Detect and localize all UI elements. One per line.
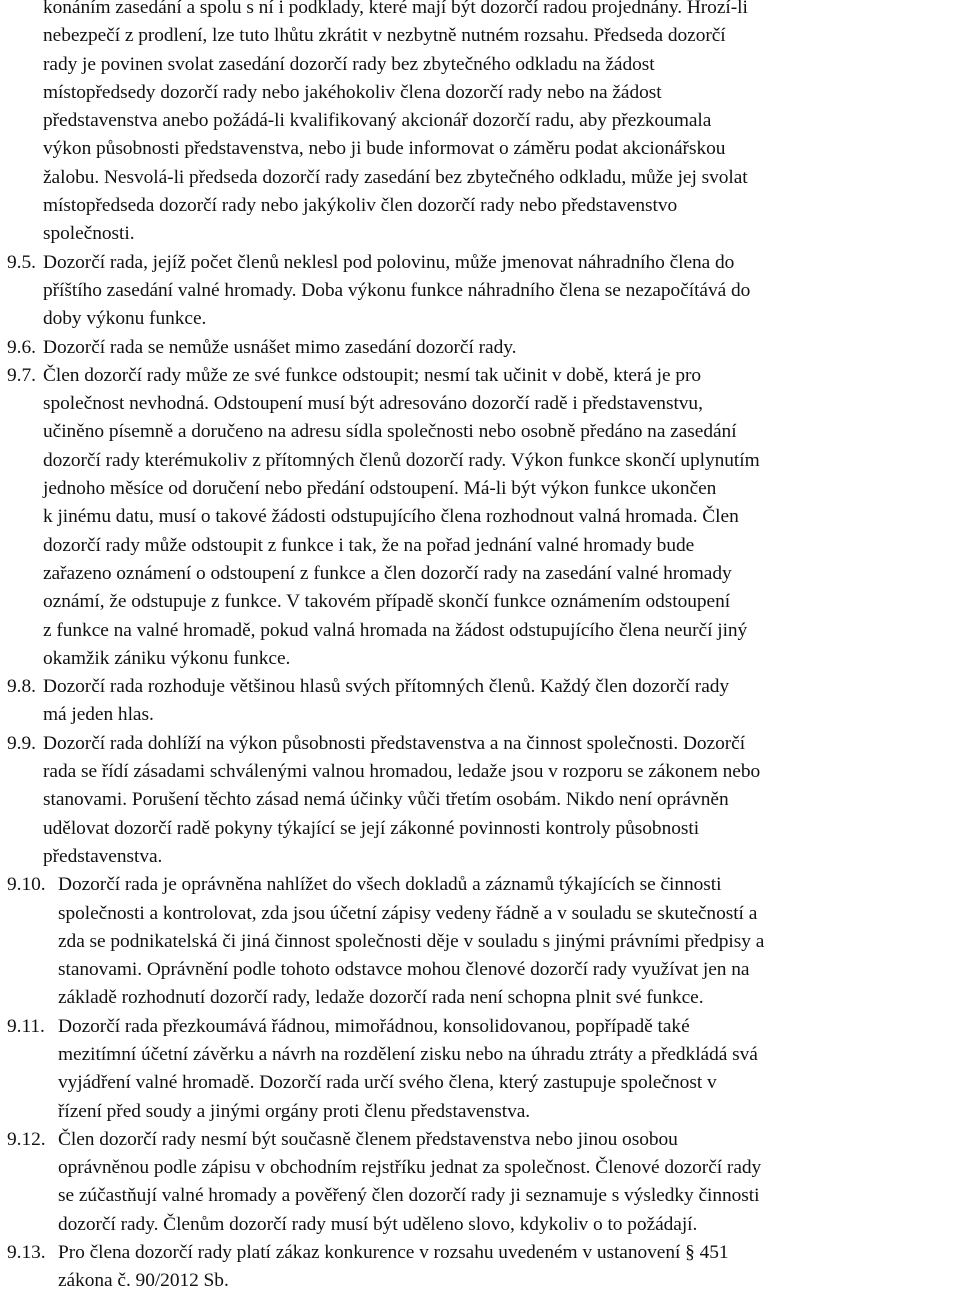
- text-line: konáním zasedání a spolu s ní i podklady, které mají být dozorčí radou projednány. Hrozí-li: [43, 0, 748, 18]
- paragraph-number: 9.6.: [7, 336, 36, 358]
- paragraph-9-11: [0, 1013, 960, 1126]
- paragraph-9-13: [0, 1239, 960, 1296]
- text-line: oprávněnou podle zápisu v obchodním rejstříku jednat za společnost. Členové dozorčí rady: [58, 1157, 762, 1179]
- paragraph-9-12: [0, 1126, 960, 1239]
- text-line: udělovat dozorčí radě pokyny týkající se její zákonné povinnosti kontroly působnosti: [43, 817, 700, 839]
- text-line: výkon působnosti představenstva, nebo ji bude informovat o záměru podat akcionářskou: [43, 138, 726, 160]
- text-line: zda se podnikatelská či jiná činnost společnosti děje v souladu s jinými právními předpisy a: [58, 930, 765, 952]
- paragraph-9-8: [0, 673, 960, 730]
- paragraph-number: 9.8.: [7, 676, 36, 698]
- text-line: Dozorčí rada rozhoduje většinou hlasů svých přítomných členů. Každý člen dozorčí rady: [43, 676, 730, 698]
- text-line: učiněno písemně a doručeno na adresu sídla společnosti nebo osobně předáno na zasedání: [43, 421, 737, 443]
- text-line: Pro člena dozorčí rady platí zákaz konkurence v rozsahu uvedeném v ustanovení § 451: [58, 1242, 729, 1264]
- text-line: dozorčí rady může odstoupit z funkce i tak, že na pořad jednání valné hromady bude: [43, 534, 695, 556]
- paragraph-9-7: [0, 362, 960, 673]
- text-line: k jinému datu, musí o takové žádosti odstupujícího člena rozhodnout valná hromada. Člen: [43, 506, 739, 528]
- text-line: žalobu. Nesvolá-li předseda dozorčí rady zasedání bez zbytečného odkladu, může jej svolat: [43, 166, 748, 188]
- text-line: společnost nevhodná. Odstoupení musí být adresováno dozorčí radě i představenstvu,: [43, 393, 703, 415]
- text-line: rada se řídí zásadami schválenými valnou hromadou, ledaže jsou v rozporu se zákonem nebo: [43, 761, 761, 783]
- paragraph-number: 9.5.: [7, 251, 36, 273]
- paragraph-number: 9.12.: [7, 1128, 46, 1150]
- paragraph-number: 9.13.: [7, 1242, 46, 1264]
- text-line: místopředsedy dozorčí rady nebo jakéhokoliv člena dozorčí rady nebo na žádost: [43, 81, 662, 103]
- text-line: jednoho měsíce od doručení nebo předání odstoupení. Má-li být výkon funkce ukončen: [43, 478, 717, 500]
- text-line: mezitímní účetní závěrku a návrh na rozdělení zisku nebo na úhradu ztráty a předkládá svá: [58, 1043, 758, 1065]
- text-line: dozorčí rady. Členům dozorčí rady musí být uděleno slovo, kdykoliv o to požádají.: [58, 1213, 698, 1235]
- paragraph-number: 9.7.: [7, 364, 36, 386]
- text-line: nebezpečí z prodlení, lze tuto lhůtu zkrátit v nezbytně nutném rozsahu. Předseda dozorčí: [43, 25, 726, 47]
- text-line: Dozorčí rada se nemůže usnášet mimo zasedání dozorčí rady.: [43, 336, 517, 358]
- text-line: z funkce na valné hromadě, pokud valná hromada na žádost odstupujícího člena neurčí jiný: [43, 619, 748, 641]
- paragraph-9-9: [0, 730, 960, 871]
- text-line: místopředseda dozorčí rady nebo jakýkoliv člen dozorčí rady nebo představenstvo: [43, 195, 678, 217]
- paragraph-continued: [0, 0, 960, 249]
- text-line: stanovami. Porušení těchto zásad nemá účinky vůči třetím osobám. Nikdo není oprávněn: [43, 789, 729, 811]
- paragraph-number: 9.11.: [7, 1015, 45, 1037]
- paragraph-9-6: [0, 334, 960, 362]
- text-line: Dozorčí rada je oprávněna nahlížet do všech dokladů a záznamů týkajících se činnosti: [58, 874, 722, 896]
- text-line: společnosti.: [43, 223, 135, 245]
- text-line: se zúčastňují valné hromady a pověřený člen dozorčí rady ji seznamuje s výsledky činnosti: [58, 1185, 760, 1207]
- paragraph-9-10: [0, 871, 960, 1012]
- text-line: dozorčí rady kterémukoliv z přítomných členů dozorčí rady. Výkon funkce skončí uplynutím: [43, 449, 760, 471]
- text-line: představenstva anebo požádá-li kvalifikovaný akcionář dozorčí radu, aby přezkoumala: [43, 110, 712, 132]
- text-line: Dozorčí rada dohlíží na výkon působnosti představenstva a na činnost společnosti. Dozorčí: [43, 732, 746, 754]
- text-line: má jeden hlas.: [43, 704, 154, 726]
- text-line: zákona č. 90/2012 Sb.: [58, 1270, 229, 1292]
- text-line: Člen dozorčí rady nesmí být současně členem představenstva nebo jinou osobou: [58, 1128, 678, 1150]
- text-line: základě rozhodnutí dozorčí rady, ledaže dozorčí rada není schopna plnit své funkce.: [58, 987, 704, 1009]
- text-line: řízení před soudy a jinými orgány proti členu představenstva.: [58, 1100, 531, 1122]
- text-line: oznámí, že odstupuje z funkce. V takovém případě skončí funkce oznámením odstoupení: [43, 591, 731, 613]
- text-line: stanovami. Oprávnění podle tohoto odstavce mohou členové dozorčí rady využívat jen na: [58, 959, 750, 981]
- text-line: představenstva.: [43, 845, 163, 867]
- text-line: okamžik zániku výkonu funkce.: [43, 647, 291, 669]
- text-line: Člen dozorčí rady může ze své funkce odstoupit; nesmí tak učinit v době, která je pro: [43, 364, 702, 386]
- text-line: doby výkonu funkce.: [43, 308, 207, 330]
- text-line: rady je povinen svolat zasedání dozorčí rady bez zbytečného odkladu na žádost: [43, 53, 655, 75]
- text-line: Dozorčí rada přezkoumává řádnou, mimořádnou, konsolidovanou, popřípadě také: [58, 1015, 690, 1037]
- text-line: vyjádření valné hromadě. Dozorčí rada určí svého člena, který zastupuje společnost v: [58, 1072, 717, 1094]
- text-line: společnosti a kontrolovat, zda jsou účetní zápisy vedeny řádně a v souladu se skutečností a: [58, 902, 758, 924]
- text-line: zařazeno oznámení o odstoupení z funkce a člen dozorčí rady na zasedání valné hromady: [43, 562, 732, 584]
- paragraph-number: 9.9.: [7, 732, 36, 754]
- text-line: příštího zasedání valné hromady. Doba výkonu funkce náhradního člena se nezapočítává do: [43, 279, 751, 301]
- text-line: Dozorčí rada, jejíž počet členů neklesl pod polovinu, může jmenovat náhradního člena do: [43, 251, 735, 273]
- paragraph-9-5: [0, 249, 960, 334]
- paragraph-number: 9.10.: [7, 874, 46, 896]
